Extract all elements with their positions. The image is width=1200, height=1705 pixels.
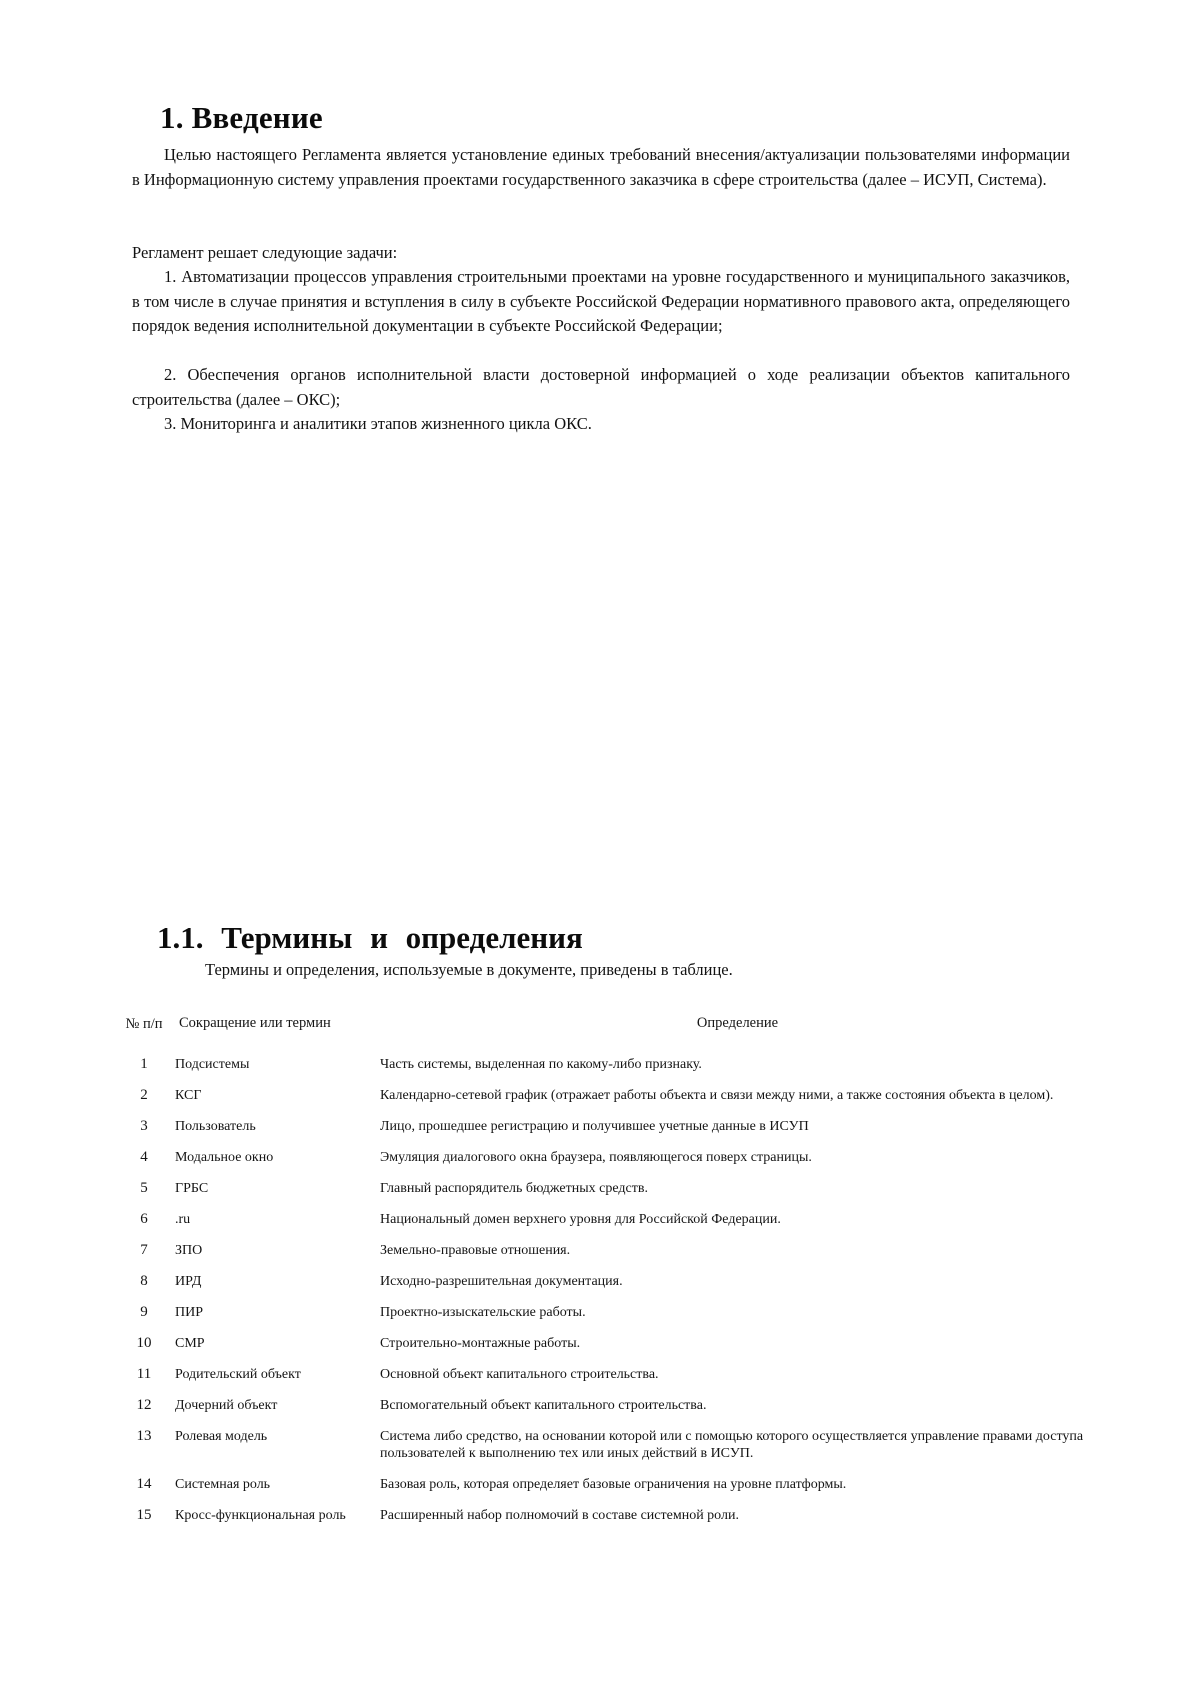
- row-term: Системная роль: [175, 1477, 271, 1492]
- column-header-term: Сокращение или термин: [179, 1015, 331, 1031]
- table-row: [125, 1304, 1095, 1335]
- row-number: 10: [136, 1335, 152, 1351]
- task-item: 3. Мониторинга и аналитики этапов жизненного цикла ОКС.: [164, 414, 592, 433]
- row-term: Пользователь: [175, 1119, 256, 1134]
- table-row: [125, 1180, 1095, 1211]
- row-number: 15: [136, 1507, 152, 1523]
- table-row: [125, 1149, 1095, 1180]
- tasks-intro: Регламент решает следующие задачи:: [132, 243, 398, 262]
- row-definition: Главный распорядитель бюджетных средств.: [380, 1181, 648, 1196]
- intro-paragraph: Целью настоящего Регламента является установление единых требований внесения/актуализации пользователями информации в Информационную систему управления проектами государственного заказчика в сфере строительства (далее – ИСУП, Система).: [132, 145, 1070, 189]
- row-term: Подсистемы: [175, 1057, 250, 1072]
- row-definition: Проектно-изыскательские работы.: [380, 1305, 586, 1320]
- table-row: [125, 1211, 1095, 1242]
- row-definition: Система либо средство, на основании которой или с помощью которого осуществляется управление правами доступа пользователей к выполнению тех или иных действий в ИСУП.: [380, 1429, 1084, 1461]
- row-term: ЗПО: [175, 1243, 203, 1258]
- row-term: .ru: [175, 1212, 191, 1227]
- row-definition: Вспомогательный объект капитального строительства.: [380, 1398, 707, 1413]
- table-header-row: [125, 1015, 1095, 1056]
- task-item: 2. Обеспечения органов исполнительной власти достоверной информацией о ходе реализации объектов капитального строительства (далее – ОКС);: [132, 365, 1070, 409]
- row-number: 13: [136, 1428, 152, 1444]
- table-row: [125, 1507, 1095, 1538]
- row-term: Ролевая модель: [175, 1429, 268, 1444]
- section-title-introduction: 1. Введение: [160, 100, 323, 135]
- row-definition: Часть системы, выделенная по какому-либо признаку.: [380, 1057, 702, 1072]
- row-definition: Базовая роль, которая определяет базовые ограничения на уровне платформы.: [380, 1477, 847, 1492]
- row-definition: Национальный домен верхнего уровня для Российской Федерации.: [380, 1212, 781, 1227]
- row-definition: Лицо, прошедшее регистрацию и получившее учетные данные в ИСУП: [380, 1119, 809, 1134]
- column-header-definition: Определение: [696, 1015, 779, 1031]
- table-row: [125, 1397, 1095, 1428]
- row-definition: Земельно-правовые отношения.: [380, 1243, 571, 1258]
- row-term: Модальное окно: [175, 1150, 274, 1165]
- row-term: ГРБС: [175, 1181, 209, 1196]
- task-item: 1. Автоматизации процессов управления строительными проектами на уровне государственного и муниципального заказчиков, в том числе в случае принятия и вступления в силу в субъекте Российской Федерации нормативного правового акта, определяющего порядок ведения исполнительной документации в субъекте Российской Федерации;: [132, 267, 1070, 335]
- row-definition: Строительно-монтажные работы.: [380, 1336, 581, 1351]
- table-row: [125, 1273, 1095, 1304]
- row-definition: Основной объект капитального строительства.: [380, 1367, 659, 1382]
- table-row: [125, 1428, 1095, 1476]
- row-number: 9: [140, 1304, 148, 1320]
- table-row: [125, 1118, 1095, 1149]
- terms-intro: Термины и определения, используемые в документе, приведены в таблице.: [205, 960, 733, 979]
- row-number: 11: [136, 1366, 152, 1382]
- row-number: 14: [136, 1476, 152, 1492]
- section-title-terms: 1.1. Термины и определения: [157, 920, 583, 955]
- row-definition: Исходно-разрешительная документация.: [380, 1274, 623, 1289]
- row-term: Родительский объект: [175, 1367, 301, 1382]
- table-row: [125, 1056, 1095, 1087]
- row-number: 2: [140, 1087, 148, 1103]
- row-term: ИРД: [175, 1274, 202, 1289]
- row-term: Кросс-функциональная роль: [175, 1508, 346, 1523]
- row-term: КСГ: [175, 1088, 202, 1103]
- terms-table: [125, 1015, 1095, 1538]
- row-term: Дочерний объект: [175, 1398, 278, 1413]
- row-definition: Расширенный набор полномочий в составе системной роли.: [380, 1508, 739, 1523]
- row-definition: Эмуляция диалогового окна браузера, появляющегося поверх страницы.: [380, 1150, 812, 1165]
- row-number: 5: [140, 1180, 148, 1196]
- row-number: 8: [140, 1273, 148, 1289]
- row-number: 3: [140, 1118, 148, 1134]
- column-header-num: № п/п: [125, 1016, 163, 1032]
- row-number: 1: [140, 1056, 148, 1072]
- table-row: [125, 1366, 1095, 1397]
- table-row: [125, 1335, 1095, 1366]
- row-definition: Календарно-сетевой график (отражает работы объекта и связи между ними, а также состояния объекта в целом).: [380, 1088, 1054, 1103]
- row-term: ПИР: [175, 1305, 204, 1320]
- row-number: 6: [140, 1211, 148, 1227]
- row-number: 7: [140, 1242, 148, 1258]
- table-row: [125, 1476, 1095, 1507]
- table-row: [125, 1087, 1095, 1118]
- row-term: СМР: [175, 1336, 205, 1351]
- row-number: 4: [140, 1149, 148, 1165]
- table-row: [125, 1242, 1095, 1273]
- row-number: 12: [136, 1397, 152, 1413]
